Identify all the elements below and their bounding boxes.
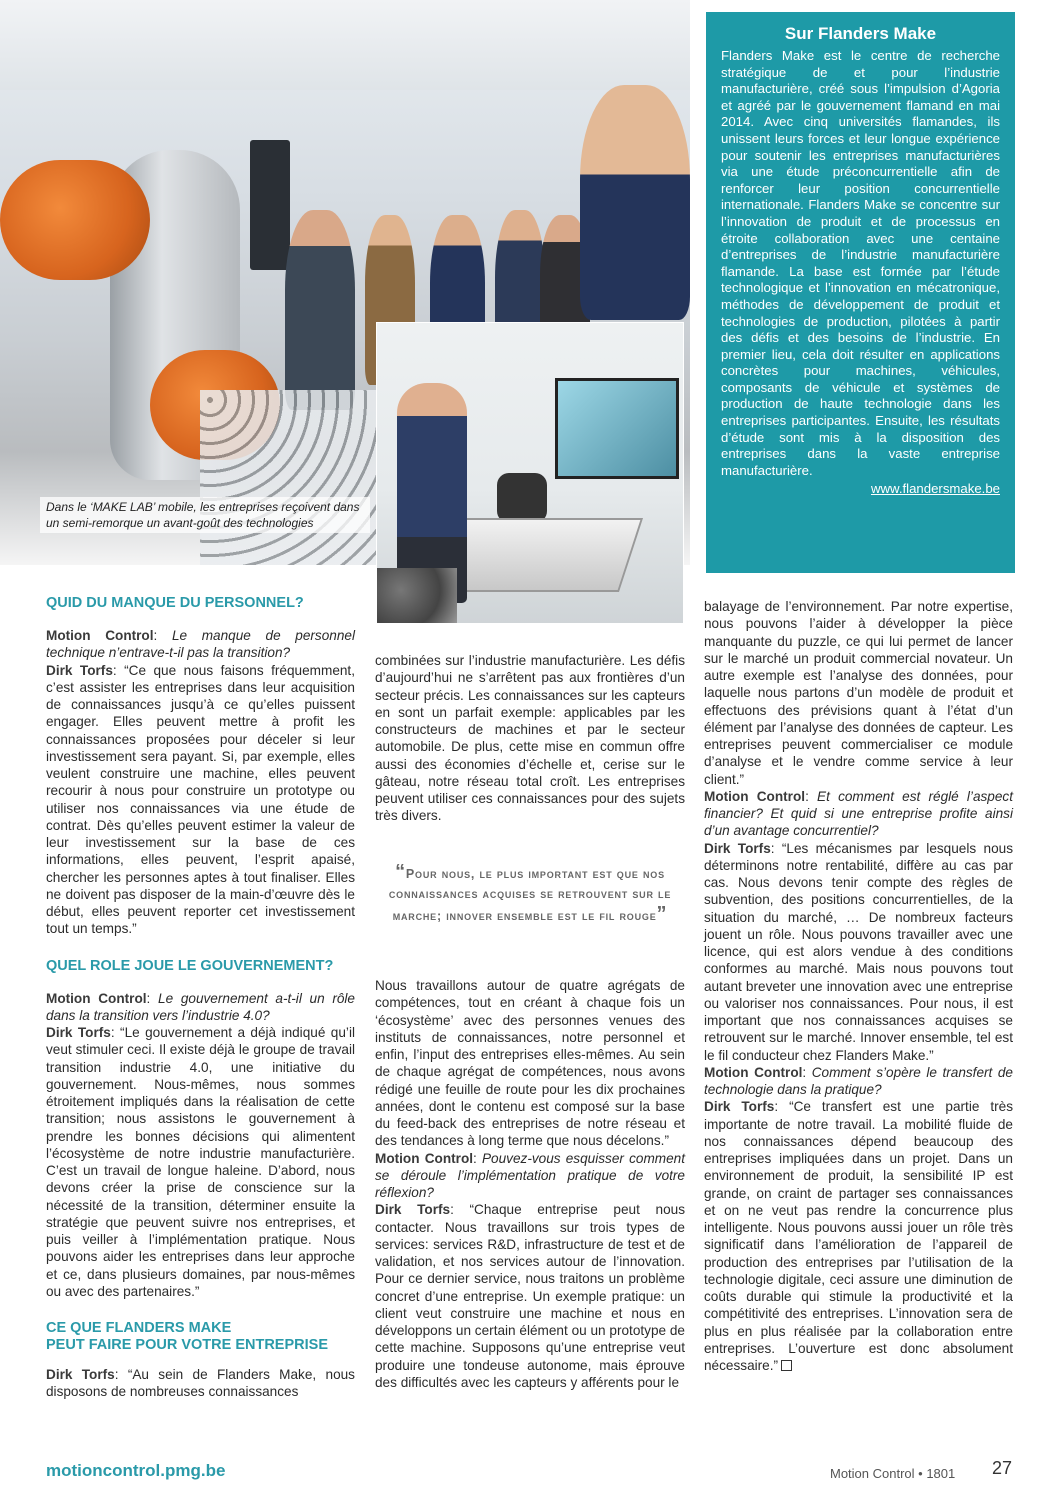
paragraph: Motion Control: Le gouvernement a-t-il un rôle dans la transition vers l’industrie 4.0? <box>46 990 355 1023</box>
speaker-label: Dirk Torfs <box>46 662 113 678</box>
column-3 <box>704 598 1013 1374</box>
speaker-label: Motion Control <box>46 990 147 1006</box>
answer: : “Le gouvernement a déjà indiqué qu’il veut stimuler ceci. Il existe déjà le groupe de travail transition industrie 4.0, une initiative du gouvernement. Nous-mêmes, nous sommes étroitement impliqués dans la réalisation de cette transition; nous assistons le gouvernement à prendre les bonnes décisions qui alimentent l’écosystème de notre industrie manufacturière. C’est un travail de longue haleine. D’abord, nous devons créer la prise de conscience sur la nécessité de la transition, déterminer ensuite la stratégie que peuvent suivre nos entreprises, et puis veiller à l’implémentation pratique. Nous pouvons aider les entreprises dans leur approche et ce, dans plusieurs domaines, par nous-mêmes ou avec des partenaires.” <box>46 1025 355 1299</box>
question: Comment s’opère le transfert de technologie dans la pratique? <box>704 1064 1013 1097</box>
question: Le gouvernement a-t-il un rôle dans la transition vers l’industrie 4.0? <box>46 990 355 1023</box>
inset-screen <box>555 378 679 479</box>
speaker-label: Motion Control <box>704 1064 803 1080</box>
column-1 <box>46 595 355 1401</box>
photo-person <box>285 210 355 410</box>
paragraph <box>46 1024 355 1300</box>
pull-quote <box>375 862 685 926</box>
photo-monitor <box>250 140 290 270</box>
question: Et comment est réglé l’aspect financier? Et quid si une entreprise profite ainsi d’un avantage concurrentiel? <box>704 788 1013 839</box>
paragraph: Motion Control: Le manque de personnel technique n’entrave-t-il pas la transition? <box>46 628 355 661</box>
sidebar-title: Sur Flanders Make <box>784 24 937 43</box>
paragraph <box>46 662 355 938</box>
section-heading: QUEL ROLE JOUE LE GOUVERNEMENT? <box>46 957 334 974</box>
section-heading-line: CE QUE FLANDERS MAKE <box>46 1320 232 1336</box>
question: Le manque de personnel technique n’entrave-t-il pas la transition? <box>46 628 355 661</box>
section-heading: QUID DU MANQUE DU PERSONNEL? <box>46 595 304 611</box>
sidebar-link[interactable]: www.flandersmake.be <box>870 481 1000 497</box>
answer: : “Chaque entreprise peut nous contacter. Nous travaillons sur trois types de services: services R&D, infrastructure de test et de validation, et nos services autour de l’innovation. Pour ce dernier service, nous traitons un problème concret d’une entreprise. Un exemple pratique: un client veut construire une machine et nous en développons un certain élément ou un prototype de cette machine. Supposons qu’une entreprise veut produire une tondeuse autonome, mais éprouve des difficultés avec les capteurs y afférents pour le <box>375 1202 685 1390</box>
paragraph: Nous travaillons autour de quatre agrégats de compétences, tout en créant à chaque fois un ‘écosystème’ avec des personnes venues des instituts de connaissances, notre personnel et enfin, l’input des entreprises elles-mêmes. Au sein de chaque agrégat de compétences, nous avons rédigé une feuille de route pour les dix prochaines années, dont le contenu est composé sur la base du feed-back des entreprises de notre réseau et des tendances à long terme que nous décelons.” <box>375 978 685 1149</box>
page-number: 27 <box>992 1458 1013 1478</box>
column-2-lower <box>375 977 685 1391</box>
answer: : “Ce que nous faisons fréquemment, c’est assister les entreprises dans leur acquisition de connaissances jusqu’à ce qu’elles puissent engager. Elles peuvent mettre à profit les connaissances proposées pour déceler si leur investissement sera payant. Si, par exemple, elles veulent construire une machine, elles peuvent recourir à nous pour construire un prototype ou utiliser nos connaissances via une étude de contrat. Dès qu’elles peuvent estimer la valeur de leur investissement sur la base de ces informations, elles peuvent, l’esprit apaisé, chercher les personnes aptes à tout finaliser. Elles ne doivent pas disposer de la main-d’œuvre dès le début, elles peuvent reporter cet investissement tout un temps.” <box>46 662 355 937</box>
end-mark-icon <box>781 1360 792 1371</box>
speaker-label: Dirk Torfs <box>704 1099 775 1115</box>
paragraph: combinées sur l’industrie manufacturière. Les défis d’aujourd’hui ne s’arrêtent pas aux frontières d’un secteur précis. Les connaissances sur les capteurs en sont un parfait exemple: applicables par les constructeurs de machines et par le secteur automobile. De plus, cette mise en commun offre aussi des économies d’échelle et, cerise sur le gâteau, notre réseau total croît. Les entreprises peuvent utiliser ces connaissances pour des sujets très divers. <box>375 653 685 824</box>
speaker-label: Motion Control <box>704 788 806 804</box>
inset-chair <box>497 473 547 523</box>
photo-caption: Dans le ‘MAKE LAB’ mobile, les entreprises reçoivent dans un semi-remorque un avant-goût des technologies <box>40 497 370 533</box>
speaker-label: Motion Control <box>375 1150 474 1166</box>
quote-close-mark: ” <box>656 903 668 925</box>
answer: : “Au sein de Flanders Make, nous disposons de nombreuses connaissances <box>46 1367 355 1400</box>
speaker-label: Dirk Torfs <box>46 1025 111 1040</box>
sidebar-body: Flanders Make est le centre de recherche stratégique de et pour l’industrie manufacturière, créé sous l’impulsion d’Agoria et agréé par le gouvernement flamand en mai 2014. Avec cinq universités flamandes, ils unissent leurs forces et leur longue expérience pour soutenir les entreprises manufacturières via une étude préconcurrentielle afin de renforcer leur position concurrentielle internationale. Flanders Make se concentre sur l’innovation de produit et de processus en étroite collaboration avec une centaine d’entreprises de l’industrie manufacturière flamande. La base est formée par l’étude technologique et l’innovation en mécatronique, méthodes de développement de produit et technologies de production, pilotées à partir des défis et des besoins de l’industrie. En premier lieu, cela doit résulter en applications concrètes pour machines, véhicules, composants de véhicule et systèmes de production de haute technologie dans les entreprises participantes. Ensuite, les résultats d’étude sont mis à la disposition des entreprises dans la vaste entreprise manufacturière. <box>721 48 1000 478</box>
speaker-label: Dirk Torfs <box>375 1202 451 1218</box>
speaker-label: Motion Control <box>46 628 154 643</box>
footer-url[interactable]: motioncontrol.pmg.be <box>46 1461 226 1480</box>
photo-robot-joint <box>0 160 150 280</box>
photo-ceiling <box>0 0 690 90</box>
paragraph: balayage de l’environnement. Par notre expertise, nous pouvons l’aider à développer la pièce manquante du puzzle, ce qui lui permet de lancer sur le marché un produit commercial novateur. Un autre exemple est l’analyse des données, pour laquelle nous partons d’un modèle de produit et effectuons des prévisions quant à l’état d’un élément par l’analyse des données de capteur. Les entreprises peuvent commercialiser ce module d’analyse et le vendre comme service à leur client.” <box>704 599 1013 787</box>
column-2 <box>375 652 685 825</box>
answer: : “Ce transfert est une partie très importante de notre travail. La mobilité fluide de nos connaissances dépend beaucoup des entreprises impliquées dans un projet. Dans un environnement de produit, la sensibilité IP est grande, on craint de partager ses connaissances et on ne veut pas rendre la concurrence plus intelligente. Nous pouvons aussi jouer un rôle très significatif dans l’amélioration de l’appareil de production des entreprises par l’utilisation de la technologie digitale, ceci assure une diminution de coûts durable qui stimule la productivité et la compétitivité des entreprises. L’innovation sera de plus en plus réalisée par la collaboration entre entreprises. L’ouverture est donc absolument nécessaire.” <box>704 1099 1013 1373</box>
paragraph <box>704 1098 1013 1374</box>
quote-text: Pour nous, le plus important est que nos connaissances acquises se retrouvent sur le marche; innover ensemble est le fil rouge <box>388 867 672 923</box>
paragraph <box>375 1201 685 1391</box>
section-heading-line: PEUT FAIRE POUR VOTRE ENTREPRISE <box>46 1337 328 1353</box>
paragraph: Motion Control: Comment s’opère le transfert de technologie dans la pratique? <box>704 1064 1013 1097</box>
answer: : “Les mécanismes par lesquels nous déterminons notre rentabilité, diffère au cas par cas. Nous devons tenir compte des règles de subvention, des positions concurrentielles, de la situation du marché, … De nombreux facteurs jouent un rôle. Nous pouvons travailler avec une licence, qui est alors vendue à des conditions conformes au marché. Mais nous pouvons tout autant breveter une innovation avec une entreprise ou valoriser nos connaissances. Pour nous, il est important que nos connaissances acquises se retrouvent sur le marché. Innover ensemble, tel est le fil conducteur chez Flanders Make.” <box>704 840 1013 1063</box>
quote-open-mark: “ <box>395 861 406 883</box>
paragraph <box>46 1366 355 1401</box>
paragraph: Motion Control: Et comment est réglé l’aspect financier? Et quid si une entreprise profite ainsi d’un avantage concurrentiel? <box>704 788 1013 839</box>
inset-photo <box>376 322 684 624</box>
photo-person <box>580 85 690 320</box>
speaker-label: Dirk Torfs <box>704 840 771 856</box>
section-heading <box>46 1320 355 1354</box>
question: Pouvez-vous esquisser comment se déroule l’implémentation pratique de votre réflexion? <box>375 1150 685 1200</box>
sidebar-box <box>706 12 1015 573</box>
speaker-label: Dirk Torfs <box>46 1367 115 1382</box>
inset-parts <box>377 568 457 623</box>
footer-issue: Motion Control • 1801 <box>830 1466 956 1481</box>
paragraph <box>704 840 1013 1064</box>
paragraph: Motion Control: Pouvez-vous esquisser comment se déroule l’implémentation pratique de votre réflexion? <box>375 1150 685 1200</box>
